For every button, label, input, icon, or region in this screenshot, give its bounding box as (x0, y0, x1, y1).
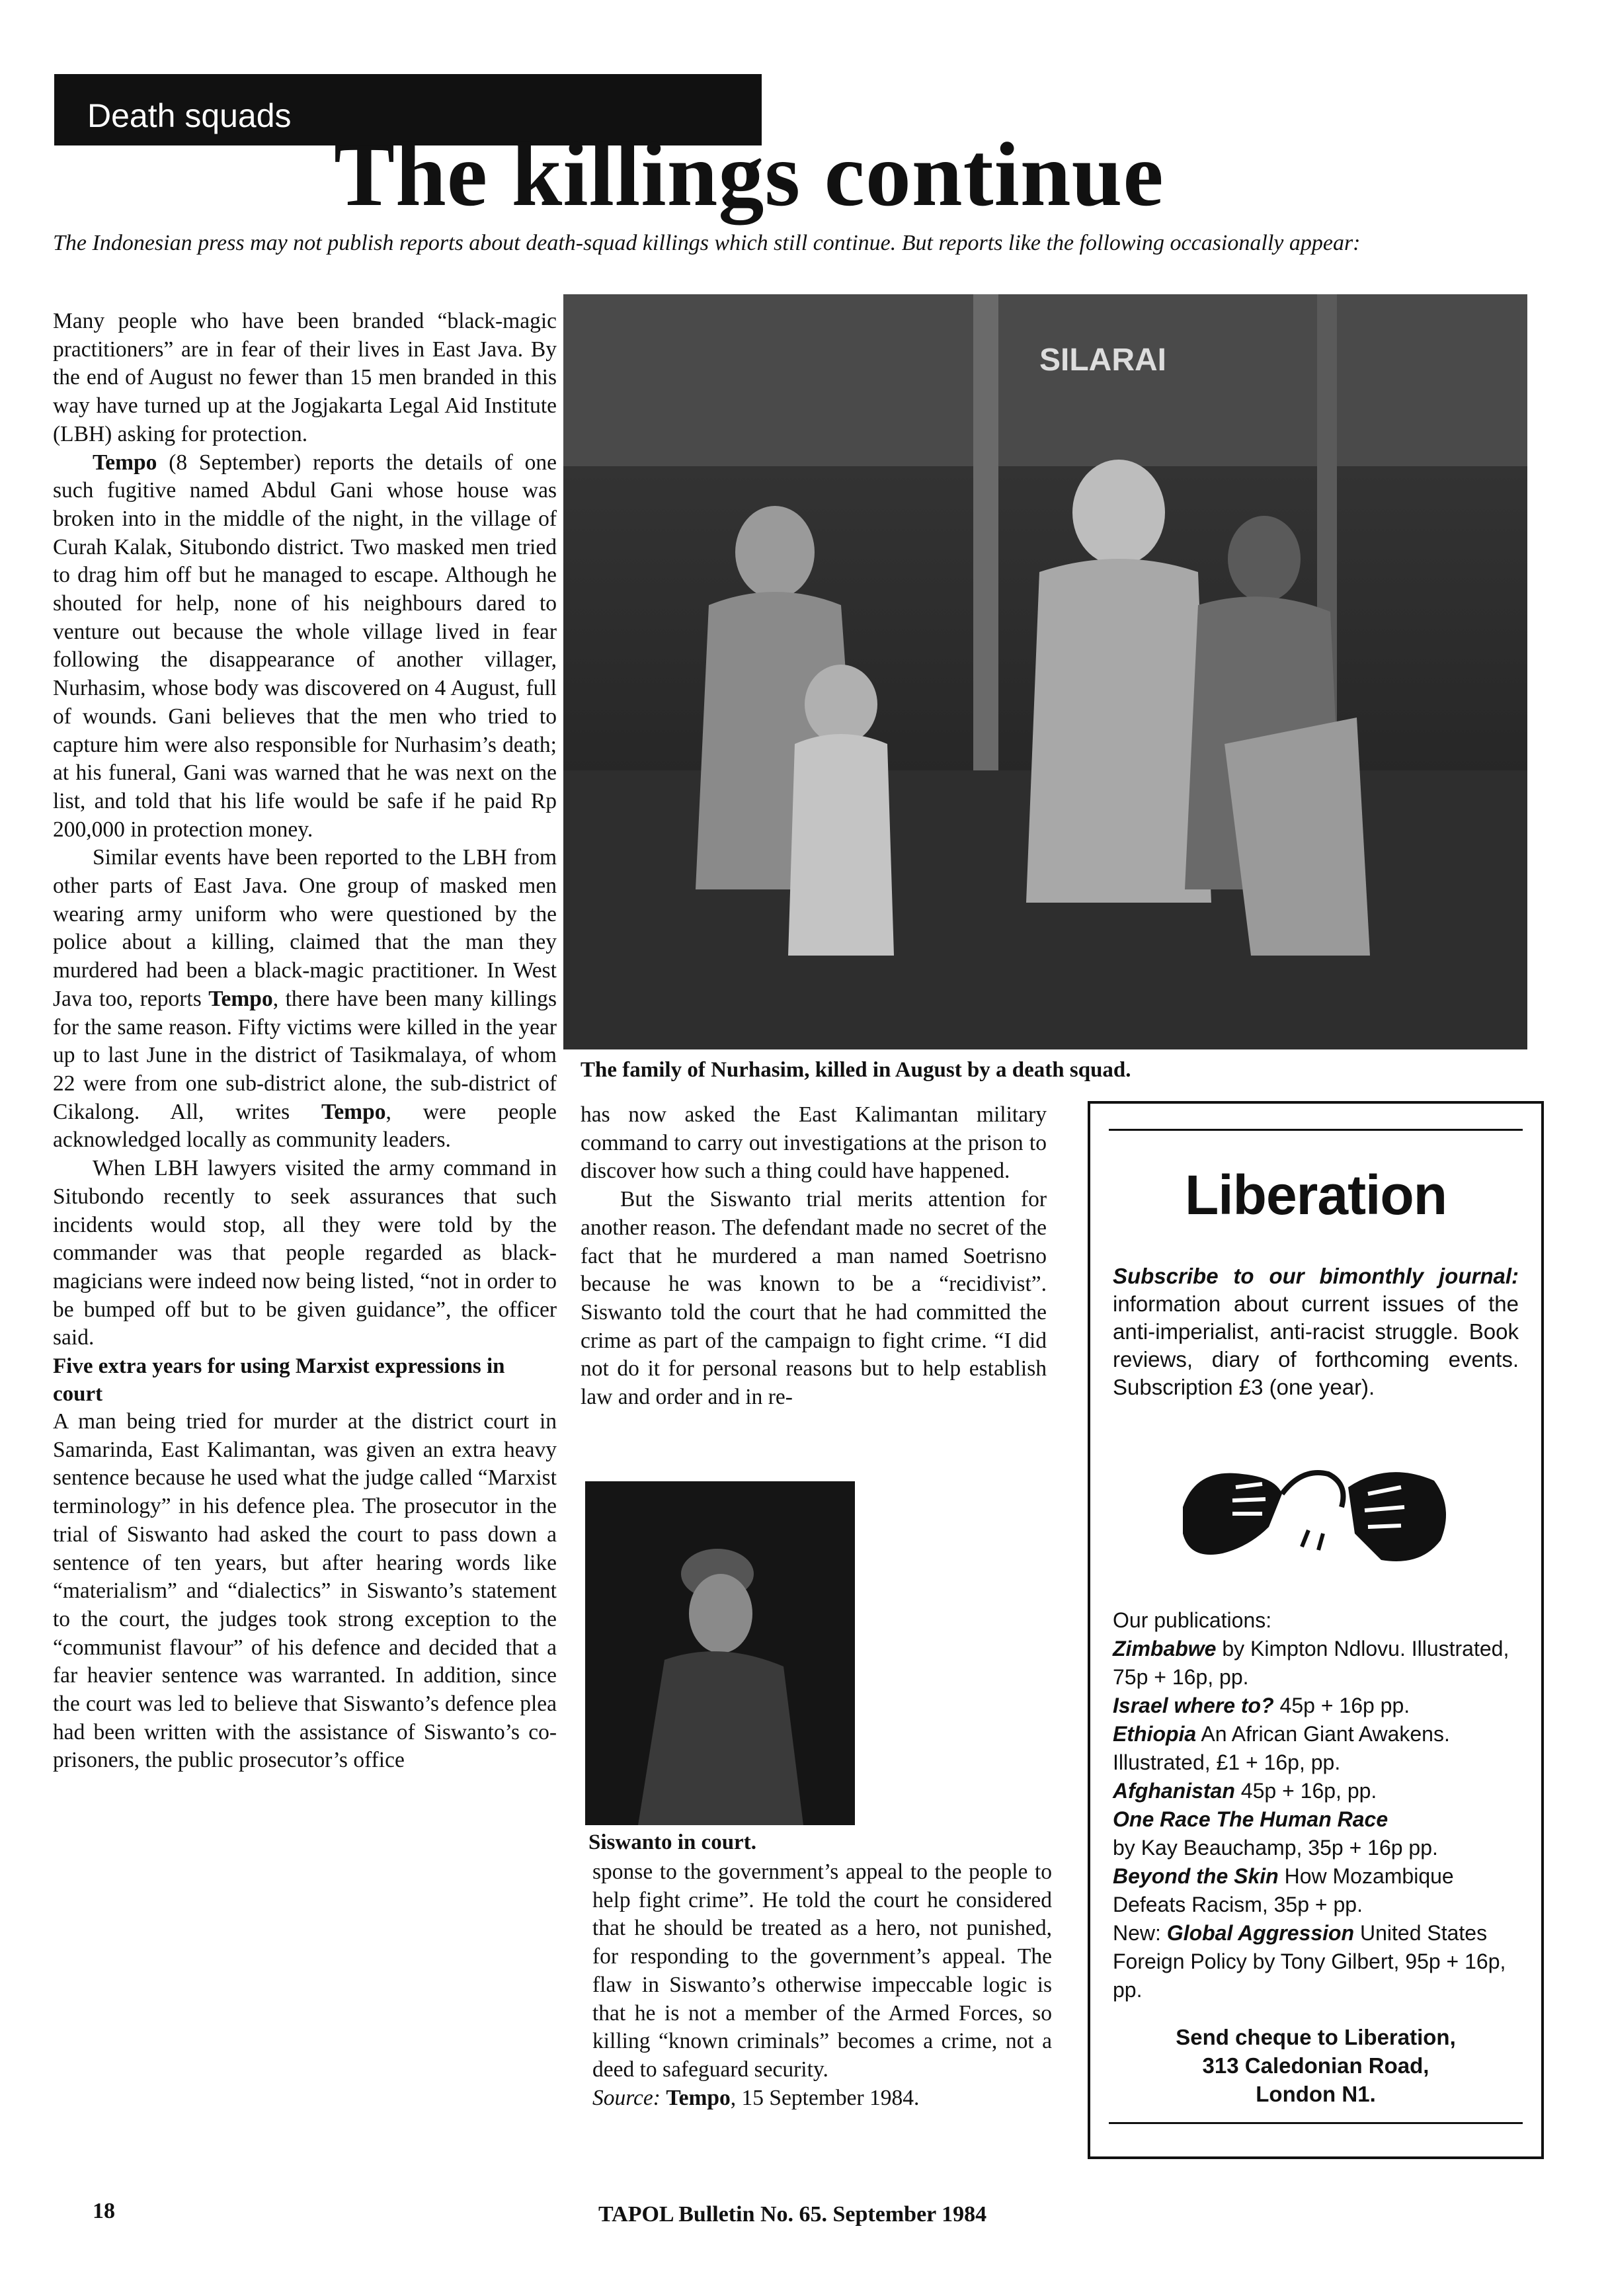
pub-title: Zimbabwe (1113, 1637, 1217, 1660)
advert-top-rule (1109, 1129, 1523, 1131)
publication-zimbabwe (1113, 1635, 1519, 1692)
source-name: Tempo (321, 1099, 386, 1124)
source-name: Tempo (666, 2085, 731, 2110)
pub-details: by Kimpton Ndlovu. Illustrated, 75p + 16p, pp. (1113, 1637, 1509, 1689)
pub-prefix: New: (1113, 1921, 1167, 1945)
siswanto-portrait (585, 1481, 855, 1825)
publication-footer: TAPOL Bulletin No. 65. September 1984 (598, 2202, 987, 2227)
send-line-3: London N1. (1256, 2082, 1376, 2106)
main-photo-caption: The family of Nurhasim, killed in August by a death squad. (581, 1058, 1131, 1082)
section-label: Death squads (54, 74, 762, 145)
left-paragraph-3c: , were people acknowledged locally as community leaders. (53, 1099, 557, 1153)
left-column (53, 308, 557, 1775)
advert-intro-bold: Subscribe to our bimonthly journal: (1113, 1264, 1519, 1288)
middle-paragraph-3: sponse to the government’s appeal to the people to help fight crime”. He told the court he considered that he should be treated as a hero, not punished, for responding to the government’s appeal. The flaw in Siswanto’s otherwise impeccable logic is that he is not a member of the Armed Forces, so killing “known criminals” becomes a crime, not a deed to safeguard security. (592, 1860, 1052, 2082)
siswanto-caption: Siswanto in court. (588, 1830, 756, 1854)
left-paragraph-1: Many people who have been branded “black-magic practitioners” are in fear of their lives in East Java. By the end of August no fewer than 15 men branded in this way have turned up at the Jogjakarta Legal Aid Institute (LBH) asking for protection. (53, 309, 557, 446)
pub-details: by Kay Beauchamp, 35p + 16p pp. (1113, 1836, 1438, 1860)
pub-title: One Race The Human Race (1113, 1807, 1388, 1831)
source-name: Tempo (93, 450, 157, 475)
left-paragraph-3a: Similar events have been reported to the LBH from other parts of East Java. One group of masked men wearing army uniform who were questioned by the police about a killing, claimed that the man they murdered had been a black-magic practitioner. In West Java too, reports (53, 845, 557, 1011)
source-line (592, 2084, 1052, 2113)
headline: The killings continue (334, 124, 1164, 225)
pub-title: Israel where to? (1113, 1694, 1274, 1717)
publications-list (1113, 1606, 1519, 2004)
send-cheque-address (1090, 2023, 1541, 2108)
publication-israel (1113, 1692, 1519, 1720)
middle-column-bottom (592, 1858, 1052, 2112)
middle-paragraph-2: But the Siswanto trial merits attention for another reason. The defendant made no secret of the fact that he murdered a man named Soetrisno because he was known to be a “recidivist”. Siswanto told the court that he had committed the crime as part of the campaign to fight crime. “I did not do it for personal reasons but to help establish law and order and in re- (581, 1187, 1047, 1410)
left-paragraph-4: When LBH lawyers visited the army command in Situbondo recently to seek assurances that such incidents would stop, all they were told by the commander was that people regarded as black-magicians were indeed now being listed, “not in order to be bumped off but to be given guidance”, the officer said. (53, 1156, 557, 1350)
pub-details: 45p + 16p pp. (1273, 1694, 1410, 1717)
middle-column-top (581, 1101, 1047, 1412)
standfirst: The Indonesian press may not publish reports about death-squad killings which still continue. But reports like the following occasionally appear: (53, 231, 1361, 255)
pub-title: Ethiopia (1113, 1722, 1197, 1746)
page-number: 18 (93, 2199, 115, 2223)
pub-details: How Mozambique Defeats Racism, 35p + pp. (1113, 1864, 1454, 1916)
send-line-1: Send cheque to Liberation, (1176, 2025, 1456, 2049)
broken-chain-hands-icon (1170, 1448, 1461, 1586)
photo-siswanto (585, 1481, 855, 1825)
advert-title: Liberation (1184, 1164, 1447, 1226)
pub-title: Beyond the Skin (1113, 1864, 1279, 1888)
source-date: , 15 September 1984. (730, 2085, 920, 2110)
left-paragraph-2-text: (8 September) reports the details of one such fugitive named Abdul Gani whose house was broken into in the middle of the night, in the village of Curah Kalak, Situbondo district. Two masked men tried to drag him off but he managed to escape. Although he shouted for help, none of his neighbours dared to venture out because the whole village lived in fear following the disappearance of another villager, Nurhasim, whose body was discovered on 4 August, full of wounds. Gani believes that the men who tried to capture him were also responsible for Nurhasim’s death; at his funeral, Gani was warned that he was next on the list, and told that his life would be safe if he paid Rp 200,000 in protection money. (53, 450, 557, 842)
left-paragraph-3b: , there have been many killings for the same reason. Fifty victims were killed in the year up to last June in the district of Tasikmalaya, of whom 22 were from one sub-district alone, the sub-district of Cikalong. All, writes (53, 986, 557, 1124)
advert-intro (1113, 1262, 1519, 1401)
pub-title: Afghanistan (1113, 1779, 1235, 1803)
photo-nurhasim-family (563, 294, 1527, 1049)
pub-title: Global Aggression (1166, 1921, 1355, 1945)
publication-beyond-skin (1113, 1862, 1519, 1919)
pub-details: 45p + 16p, pp. (1234, 1779, 1377, 1803)
send-line-2: 313 Caledonian Road, (1202, 2053, 1429, 2078)
subheading: Five extra years for using Marxist expressions in court (53, 1354, 505, 1407)
pub-details: An African Giant Awakens. Illustrated, £1 + 16p, pp. (1113, 1722, 1450, 1774)
publication-afghanistan (1113, 1777, 1519, 1805)
publication-one-race (1113, 1805, 1519, 1862)
middle-paragraph-1: has now asked the East Kalimantan military command to carry out investigations at the prison to discover how such a thing could have happened. (581, 1102, 1047, 1184)
publications-heading: Our publications: (1113, 1608, 1272, 1632)
advert-intro-text: information about current issues of the anti-imperialist, anti-racist struggle. Book reviews, diary of forthcoming events. Subscription £3 (one year). (1113, 1292, 1519, 1399)
photo-illustration (563, 294, 1527, 1049)
publication-global-aggression (1113, 1919, 1519, 2004)
source-label: Source: (592, 2085, 661, 2110)
source-name: Tempo (208, 986, 273, 1011)
advert-bottom-rule (1109, 2122, 1523, 2124)
left-paragraph-3 (53, 844, 557, 1155)
publication-ethiopia (1113, 1720, 1519, 1777)
pub-details: United States Foreign Policy by Tony Gilbert, 95p + 16p, pp. (1113, 1921, 1506, 2002)
left-paragraph-2 (53, 449, 557, 844)
photo-sign-text: SILARAI (1039, 343, 1166, 378)
liberation-advert (1088, 1101, 1544, 2159)
left-paragraph-5: A man being tried for murder at the district court in Samarinda, East Kalimantan, was given an extra heavy sentence because he used what the judge called “Marxist terminology” in his defence plea. The prosecutor in the trial of Siswanto had asked the court to pass down a sentence of ten years, but after hearing words like “materialism” and “dialectics” in Siswanto’s statement to the court, the judges took strong exception to the “communist flavour” of his defence and decided that a far heavier sentence was warranted. In addition, since the court was led to believe that Siswanto’s defence plea had been written with the assistance of Siswanto’s co-prisoners, the public prosecutor’s office (53, 1409, 557, 1773)
